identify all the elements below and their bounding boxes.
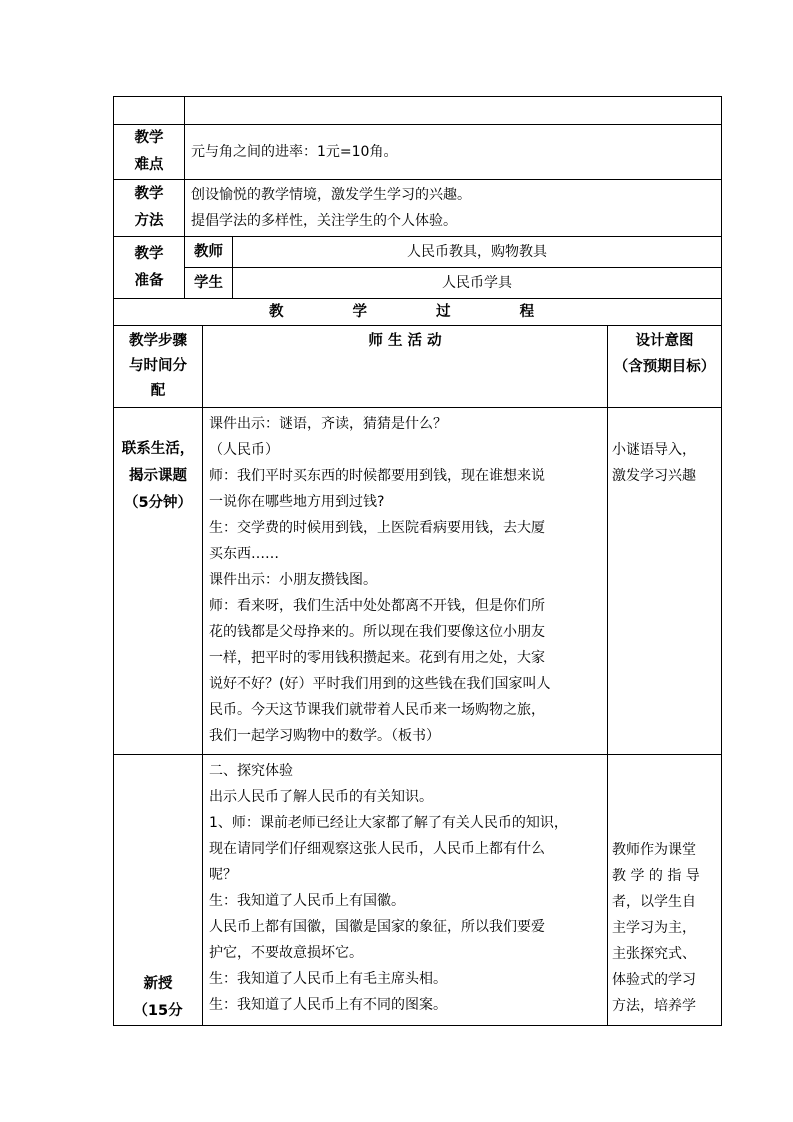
method-text: 创设愉悦的教学情境，激发学生学习的兴趣。 提倡学法的多样性，关注学生的个人体验。 <box>185 180 722 237</box>
step-row-intro <box>114 408 722 755</box>
step-intro-label: 联系生活， 揭示课题 （5分钟） <box>114 408 203 755</box>
header-activity: 师 生 活 动 <box>203 326 608 408</box>
step-intro-design: 小谜语导入， 激发学习兴趣 <box>608 408 722 755</box>
process-title-row <box>114 299 722 326</box>
process-table <box>113 298 722 1026</box>
student-text: 人民币学具 <box>233 268 722 299</box>
method-label: 教学 方法 <box>114 180 185 237</box>
prep-teacher-row <box>114 237 722 268</box>
empty-row <box>114 97 722 125</box>
difficulty-text: 元与角之间的进率：1元=10角。 <box>185 125 722 180</box>
prep-student-row <box>114 268 722 299</box>
header-design: 设计意图 （含预期目标） <box>608 326 722 408</box>
header-step: 教学步骤 与时间分 配 <box>114 326 203 408</box>
method-row <box>114 180 722 237</box>
student-label: 学生 <box>185 268 233 299</box>
teacher-text: 人民币教具，购物教具 <box>233 237 722 268</box>
step-row-new <box>114 755 722 1026</box>
lesson-plan-page <box>113 96 721 1026</box>
lesson-info-table <box>113 96 722 299</box>
step-new-design: 教师作为课堂 教 学 的 指 导 者，以学生自 主学习为主， 主张探究式、 体验式的学习 方法，培养学 <box>608 755 722 1026</box>
difficulty-label: 教学 难点 <box>114 125 185 180</box>
step-new-activity: 二、探究体验 出示人民币了解人民币的有关知识。 1、师：课前老师已经让大家都了解了有关人民币的知识， 现在请同学们仔细观察这张人民币，人民币上都有什么 呢？ 生：我知道了人民币上有国徽。 人民币上都有国徽，国徽是国家的象征，所以我们要爱 护它，不要故意损坏它。 生：我知道了人民币上有毛主席头相。 生：我知道了人民币上有不同的图案。 <box>203 755 608 1026</box>
difficulty-row <box>114 125 722 180</box>
empty-cell-right <box>185 97 722 125</box>
prep-label: 教学 准备 <box>114 237 185 299</box>
teacher-label: 教师 <box>185 237 233 268</box>
empty-cell-left <box>114 97 185 125</box>
header-row <box>114 326 722 408</box>
step-new-label: 新授 （15分 <box>114 755 203 1026</box>
process-title: 教 学 过 程 <box>268 304 567 320</box>
step-intro-activity: 课件出示：谜语，齐读，猜猜是什么？ （人民币） 师：我们平时买东西的时候都要用到钱，现在谁想来说 一说你在哪些地方用到过钱? 生：交学费的时候用到钱，上医院看病要用钱，去大厦 买东西…… 课件出示：小朋友攒钱图。 师：看来呀，我们生活中处处都离不开钱，但是你们所 花的钱都是父母挣来的。所以现在我们要像这位小朋友 一样，把平时的零用钱积攒起来。花到有用之处，大家 说好不好？(好）平时我们用到的这些钱在我们国家叫人 民币。今天这节课我们就带着人民币来一场购物之旅， 我们一起学习购物中的数学。（板书） <box>203 408 608 755</box>
